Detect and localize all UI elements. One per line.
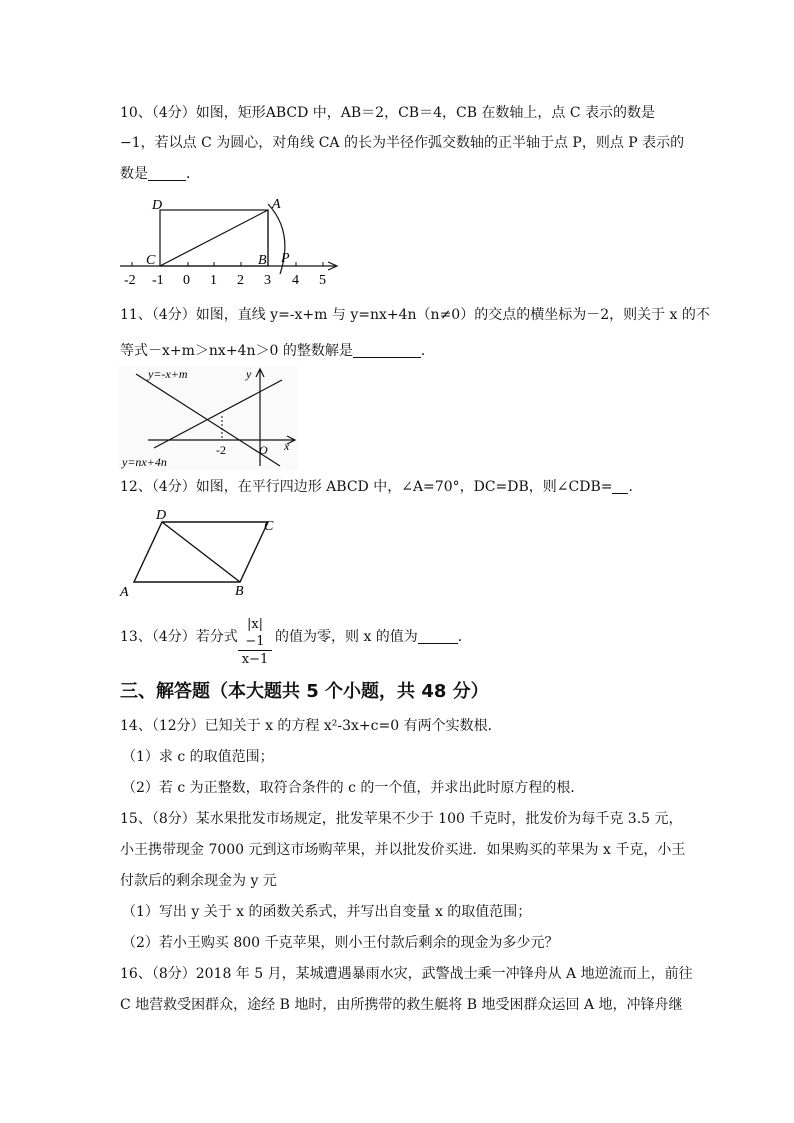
tick-label: -2 — [124, 273, 136, 288]
q12-parallelogram-figure — [116, 506, 286, 600]
q15-sub-1: （1）写出 y 关于 x 的函数关系式，并写出自变量 x 的取值范围； — [122, 904, 532, 920]
q13-prefix: 13、（4分）若分式 — [120, 629, 238, 645]
q10-line-1: 10、（4分）如图，矩形ABCD 中，AB＝2，CB＝4，CB 在数轴上，点 C 表示的数是 — [120, 105, 656, 121]
q15-line-1: 15、（8分）某水果批发市场规定，批发苹果不少于 100 千克时，批发价为每千克 3.5 元， — [120, 811, 683, 827]
q12-line-1-end: ． — [628, 479, 643, 495]
point-label-a: A — [272, 197, 281, 212]
q15-sub-2: （2）若小王购买 800 千克苹果，则小王付款后剩余的现金为多少元？ — [122, 935, 559, 951]
q10-line-3 — [120, 164, 200, 184]
answer-blank-q11[interactable] — [353, 343, 421, 358]
q15-line-2: 小王携带现金 7000 元到这市场购苹果，并以批发价买进．如果购买的苹果为 x 千克，小王 — [120, 842, 686, 858]
x-axis-label: x — [284, 439, 290, 453]
vertex-label-a: A — [120, 585, 129, 600]
answer-blank-q13[interactable] — [418, 629, 458, 644]
section-3-heading: 三、解答题（本大题共 5 个小题，共 48 分） — [120, 681, 489, 702]
q11-line-2-end: ． — [420, 343, 435, 359]
fraction-denominator: x−1 — [241, 652, 269, 667]
point-label-c: C — [146, 253, 156, 268]
q14-sub-2: （2）若 c 为正整数，取符合条件的 c 的一个值，并求出此时原方程的根． — [122, 780, 585, 796]
answer-blank-q12[interactable] — [612, 479, 628, 494]
q12-line-1 — [120, 477, 642, 497]
q10-line-3-text: 数是 — [120, 166, 148, 182]
label-y-nx-plus-4n: y=nx+4n — [122, 455, 167, 469]
answer-blank-q10[interactable] — [148, 166, 186, 181]
q10-number-line-figure — [118, 192, 348, 288]
q11-line-1: 11、（4分）如图，直线 y=-x+m 与 y=nx+4n（n≠0）的交点的横坐标为－2，则关于 x 的不 — [120, 307, 710, 323]
point-label-b: B — [258, 253, 267, 268]
tick-label: 3 — [264, 273, 271, 288]
y-axis-label: y — [246, 367, 252, 381]
q11-graph-figure — [118, 366, 298, 470]
q11-line-2-text: 等式－x+m＞nx+4n＞0 的整数解是 — [120, 343, 353, 359]
q12-line-1-text: 12、（4分）如图，在平行四边形 ABCD 中，∠A=70°，DC=DB，则∠CDB= — [120, 479, 613, 495]
tick-label: 4 — [292, 273, 299, 288]
fraction-numerator: |x|−1 — [238, 616, 272, 651]
vertex-label-d: D — [156, 508, 167, 523]
tick-label: 2 — [237, 273, 244, 288]
q13-fraction — [238, 616, 272, 668]
vertex-label-b: B — [235, 584, 244, 599]
q10-line-2: −1，若以点 C 为圆心，对角线 CA 的长为半径作弧交数轴的正半轴于点 P，则点 P 表示的 — [120, 135, 685, 151]
tick-label: 0 — [183, 273, 190, 288]
q14-line-1: 14、（12分）已知关于 x 的方程 x²-3x+c=0 有两个实数根． — [120, 718, 502, 734]
diagonal-ca — [160, 210, 268, 266]
diagonal-db — [162, 522, 240, 582]
point-label-d: D — [152, 198, 163, 213]
q16-line-2: C 地营救受困群众，途经 B 地时，由所携带的救生艇将 B 地受困群众运回 A 地，冲锋舟继 — [120, 997, 683, 1013]
x-mark-label: -2 — [216, 443, 226, 457]
q15-line-3: 付款后的剩余现金为 y 元 — [120, 873, 277, 889]
tick-label: -1 — [152, 273, 164, 288]
q10-line-3-end: ． — [186, 166, 200, 182]
q14-sub-1: （1）求 c 的取值范围； — [122, 749, 274, 765]
tick-label: 1 — [210, 273, 217, 288]
tick-label: 5 — [319, 273, 326, 288]
q13-end: ． — [457, 629, 472, 645]
point-label-p: P — [281, 251, 290, 266]
q11-line-2 — [120, 341, 435, 361]
q13-suffix-line — [275, 627, 472, 647]
origin-label: O — [259, 443, 268, 457]
q13-suffix: 的值为零，则 x 的值为 — [275, 629, 418, 645]
label-y-neg-x-plus-m: y=-x+m — [148, 367, 188, 381]
q16-line-1: 16、（8分）2018 年 5 月，某城遭遇暴雨水灾，武警战士乘一冲锋舟从 A 地逆流而上，前往 — [120, 966, 693, 982]
vertex-label-c: C — [264, 519, 274, 534]
